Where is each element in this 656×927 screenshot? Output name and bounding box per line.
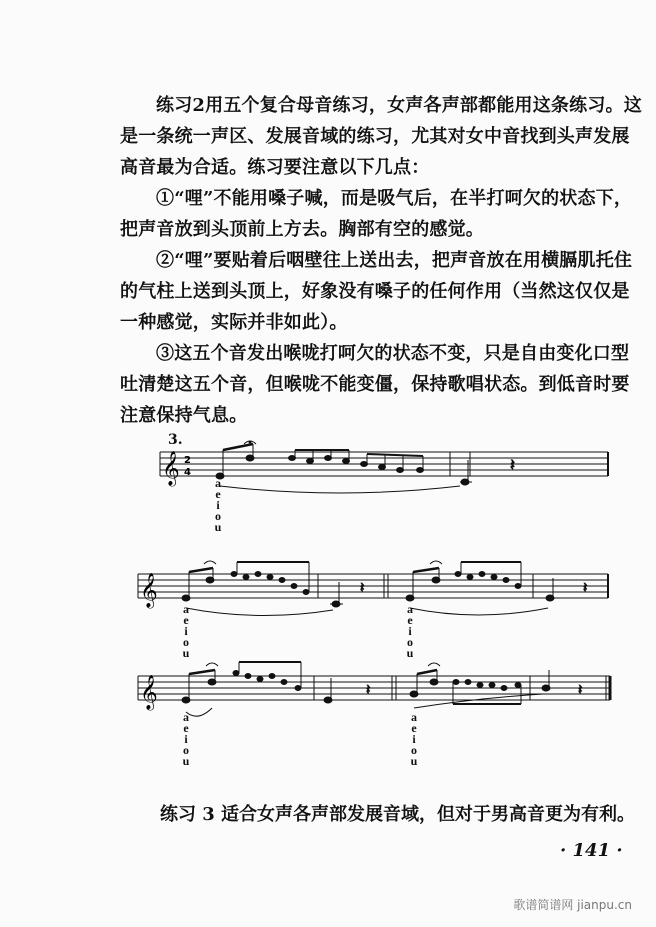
vowel: o — [183, 743, 189, 757]
vowel: a — [407, 602, 413, 616]
text-line: ③这五个音发出喉咙打呵欠的状态不变，只是自由变化口型 — [156, 343, 630, 364]
text-line: 注意保持气息。 — [120, 405, 248, 426]
vowel-column-2 — [180, 604, 192, 659]
paragraph-2 — [120, 183, 640, 245]
vowel-column-5 — [408, 712, 420, 767]
svg-text:𝄞: 𝄞 — [162, 451, 180, 486]
vowel: o — [411, 743, 417, 757]
closing-paragraph: 练习 3 适合女声各声部发展音域，但对于男高音更为有利。 — [160, 804, 636, 825]
svg-text:𝄽: 𝄽 — [583, 580, 588, 596]
vowel: e — [183, 613, 189, 627]
vowel: e — [215, 487, 221, 501]
vowel: e — [407, 613, 413, 627]
vowel: i — [216, 498, 220, 512]
vowel: a — [183, 602, 189, 616]
vowel-column-4 — [180, 712, 192, 767]
vowel: o — [215, 509, 221, 523]
vowel: u — [182, 754, 190, 768]
svg-text:2: 2 — [184, 455, 191, 466]
svg-text:𝄞: 𝄞 — [140, 675, 158, 710]
text-line: 高音最为合适。练习要注意以下几点： — [120, 157, 430, 178]
svg-text:𝄽: 𝄽 — [366, 682, 371, 698]
text-line: 是一条统一声区、发展音域的练习，尤其对女中音找到头声发展 — [120, 126, 630, 147]
vowel: u — [214, 520, 222, 534]
paragraph-1 — [120, 90, 640, 183]
staff-1-notation — [160, 444, 620, 504]
vowel: e — [411, 721, 417, 735]
text-line: 把声音放到头顶前上方去。胸部有空的感觉。 — [120, 219, 484, 240]
vowel-column-3 — [404, 604, 416, 659]
svg-text:4: 4 — [184, 467, 191, 478]
text-line: 的气柱上送到头顶上，好象没有嗓子的任何作用（当然这仅仅是 — [120, 281, 630, 302]
vowel: i — [184, 624, 188, 638]
text-line: ①“哩”不能用嗓子喊，而是吸气后，在半打呵欠的状态下， — [156, 188, 633, 209]
vowel: a — [411, 710, 417, 724]
text-line: 练习2用五个复合母音练习，女声各声部都能用这条练习。这 — [156, 95, 642, 116]
vowel: u — [410, 754, 418, 768]
paragraph-4 — [120, 338, 640, 431]
staff-3-notation — [138, 668, 618, 728]
text-line: 一种感觉，实际并非如此）。 — [120, 312, 348, 333]
vowel: o — [407, 635, 413, 649]
vowel-column-1 — [212, 478, 224, 533]
music-staff-1 — [160, 444, 620, 508]
watermark: 歌谱简谱网 jianpu.cn — [513, 898, 632, 912]
text-line: ②“哩”要贴着后咽壁往上送出去，把声音放在用横膈肌托住 — [156, 250, 633, 271]
text-line: 吐清楚这五个音，但喉咙不能变僵，保持歌唱状态。到低音时要 — [120, 374, 630, 395]
vowel: i — [408, 624, 412, 638]
svg-text:𝄽: 𝄽 — [360, 580, 365, 596]
vowel: i — [184, 732, 188, 746]
exercise-number: 3. — [168, 432, 183, 448]
vowel: a — [215, 476, 221, 490]
vowel: o — [183, 635, 189, 649]
vowel: u — [182, 646, 190, 660]
vowel: u — [406, 646, 414, 660]
staff-2-notation — [138, 566, 618, 626]
music-staff-3 — [138, 668, 618, 735]
page-number: · 141 · — [560, 840, 623, 861]
svg-text:𝄞: 𝄞 — [140, 573, 158, 608]
vowel: a — [183, 710, 189, 724]
svg-text:𝄽: 𝄽 — [578, 682, 583, 698]
vowel: i — [412, 732, 416, 746]
vowel: e — [183, 721, 189, 735]
svg-text:𝄽: 𝄽 — [510, 455, 515, 474]
music-staff-2 — [138, 566, 618, 630]
paragraph-3 — [120, 245, 640, 338]
